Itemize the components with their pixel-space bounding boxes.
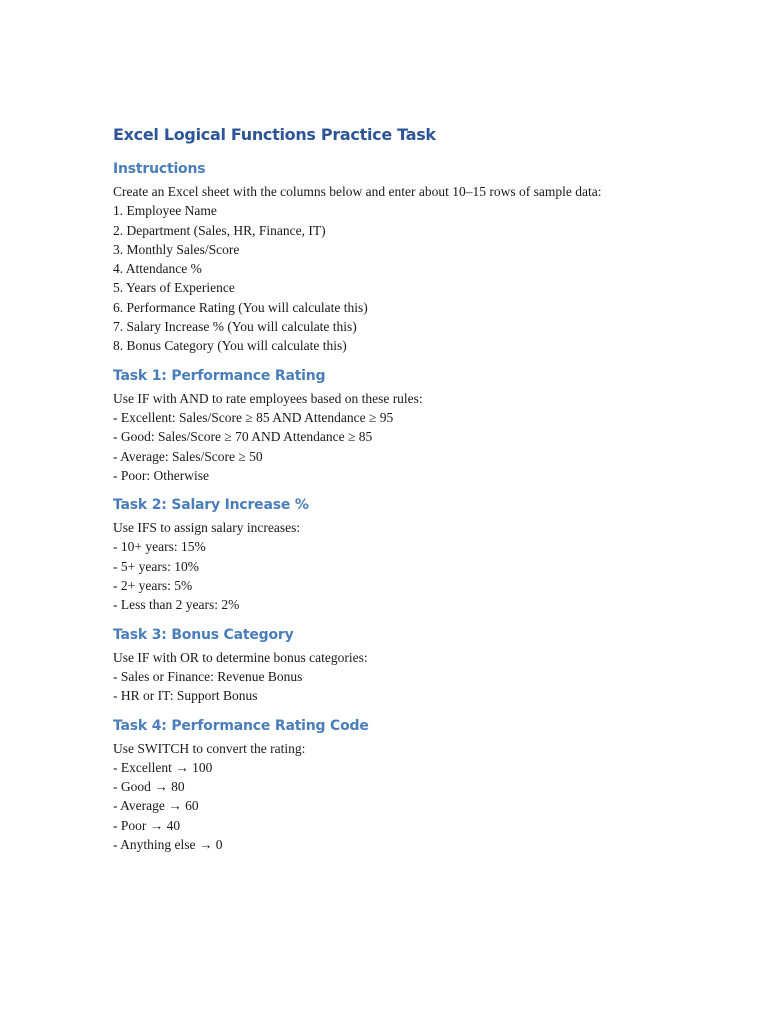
document-page <box>113 120 713 854</box>
text-line: 6. Performance Rating (You will calculate this) <box>113 299 368 315</box>
spacer <box>113 615 713 622</box>
section-heading: Task 2: Salary Increase % <box>113 497 309 514</box>
text-line: 5. Years of Experience <box>113 280 235 296</box>
section-heading: Task 1: Performance Rating <box>113 367 326 384</box>
text-line: 8. Bonus Category (You will calculate this) <box>113 338 347 354</box>
section-lines <box>113 518 713 614</box>
spacer <box>113 356 713 363</box>
text-line: - Excellent → 100 <box>113 759 213 775</box>
section-instructions <box>113 156 713 356</box>
text-line: 1. Employee Name <box>113 203 217 219</box>
text-line: - 10+ years: 15% <box>113 539 206 555</box>
section-lines <box>113 182 713 356</box>
section-task-2 <box>113 492 713 614</box>
text-line: 2. Department (Sales, HR, Finance, IT) <box>113 222 326 238</box>
text-line: - Average → 60 <box>113 798 199 814</box>
text-line: - Poor: Otherwise <box>113 467 209 483</box>
section-heading: Task 3: Bonus Category <box>113 626 294 643</box>
text-line: 3. Monthly Sales/Score <box>113 241 240 257</box>
text-line: - Average: Sales/Score ≥ 50 <box>113 448 263 464</box>
text-line: - 5+ years: 10% <box>113 558 199 574</box>
section-lines <box>113 648 713 706</box>
text-line: - Good: Sales/Score ≥ 70 AND Attendance ≥ 85 <box>113 429 373 445</box>
text-line: 7. Salary Increase % (You will calculate this) <box>113 319 357 335</box>
text-line: - Good → 80 <box>113 779 185 795</box>
section-task-4 <box>113 713 713 855</box>
text-line: Create an Excel sheet with the columns below and enter about 10–15 rows of sample data: <box>113 184 602 199</box>
text-line: Use SWITCH to convert the rating: <box>113 740 306 756</box>
text-line: Use IF with OR to determine bonus categories: <box>113 649 368 665</box>
text-line: Use IF with AND to rate employees based on these rules: <box>113 390 423 406</box>
section-task-1 <box>113 363 713 485</box>
text-line: - Less than 2 years: 2% <box>113 597 240 613</box>
text-line: - Excellent: Sales/Score ≥ 85 AND Attendance ≥ 95 <box>113 409 394 425</box>
section-lines <box>113 389 713 485</box>
section-lines <box>113 739 713 855</box>
text-line: - Poor → 40 <box>113 817 181 833</box>
text-line: - HR or IT: Support Bonus <box>113 688 258 704</box>
text-line: 4. Attendance % <box>113 261 202 277</box>
spacer <box>113 485 713 492</box>
text-line: Use IFS to assign salary increases: <box>113 520 301 536</box>
spacer <box>113 706 713 713</box>
section-heading: Task 4: Performance Rating Code <box>113 717 369 734</box>
document-title: Excel Logical Functions Practice Task <box>113 125 436 144</box>
section-heading: Instructions <box>113 161 206 177</box>
text-line: - Sales or Finance: Revenue Bonus <box>113 668 303 684</box>
text-line: - Anything else → 0 <box>113 837 223 853</box>
text-line: - 2+ years: 5% <box>113 578 193 594</box>
section-task-3 <box>113 622 713 706</box>
